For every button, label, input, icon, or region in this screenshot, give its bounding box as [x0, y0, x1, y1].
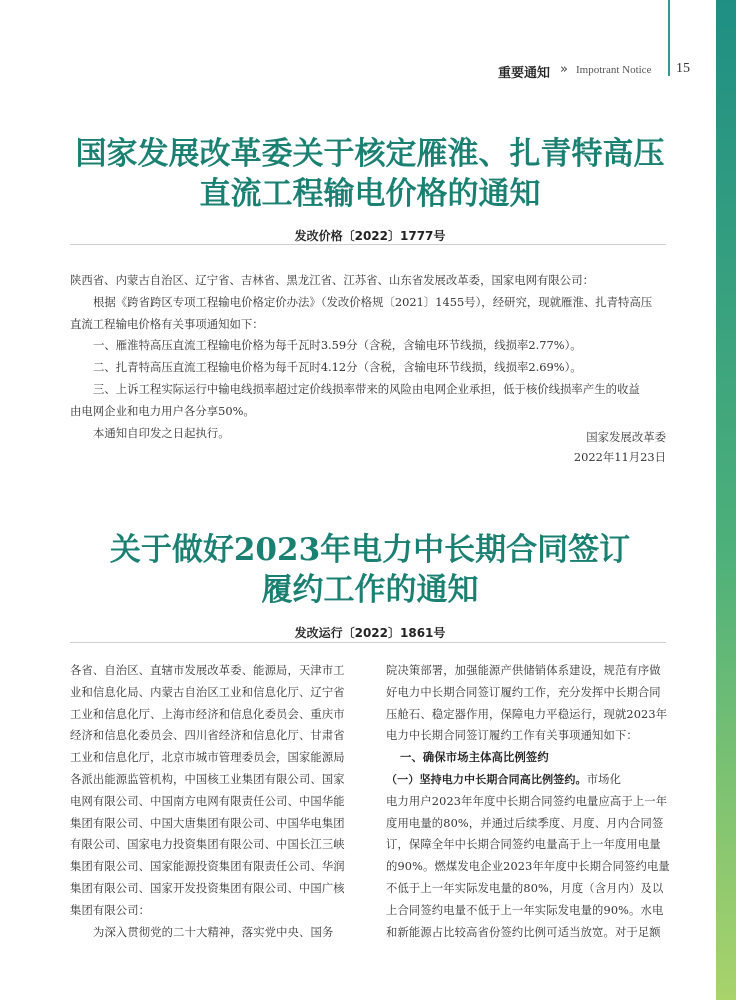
- notice1-doc-number: 发改价格〔2022〕1777号: [294, 229, 446, 243]
- notice2-line: 院决策部署，加强能源产供储销体系建设，规范有序做: [386, 664, 661, 677]
- notice2-title-line1: 关于做好2023年电力中长期合同签订: [109, 532, 631, 568]
- notice1-paragraph: 二、扎青特高压直流工程输电价格为每千瓦时4.12分（含税，含输电环节线损，线损率2.69%）。: [93, 360, 582, 375]
- section-label: 重要通知: [498, 66, 551, 81]
- notice2-left-column: [70, 660, 356, 943]
- notice2-line: 经济和信息化委员会、四川省经济和信息化厅、甘肃省: [70, 729, 345, 743]
- notice2-line: 集团有限公司：: [70, 903, 151, 917]
- notice2-line: 工业和信息化厅，北京市城市管理委员会，国家能源局: [70, 751, 345, 765]
- notice2-line: 电网有限公司、中国南方电网有限责任公司、中国华能: [70, 794, 345, 808]
- notice1-signature-date: 2022年11月23日: [573, 450, 666, 464]
- notice1-paragraph: 一、雁淮特高压直流工程输电价格为每千瓦时3.59分（含税，含输电环节线损，线损率2.77%）。: [93, 338, 582, 353]
- notice1-paragraph: 陕西省、内蒙古自治区、辽宁省、吉林省、黑龙江省、江苏省、山东省发展改革委，国家电网有限公司：: [70, 273, 594, 287]
- notice2-line: 和新能源占比较高省份签约比例可适当放宽。对于足额: [386, 925, 661, 939]
- notice2-title-line2: 履约工作的通知: [261, 572, 479, 608]
- notice2-line: 有限公司、国家电力投资集团有限公司、中国长江三峡: [70, 838, 345, 852]
- notice2-section-heading: 一、确保市场主体高比例签约: [400, 751, 549, 765]
- notice1-body: [70, 270, 670, 444]
- notice2-line: 集团有限公司、国家开发投资集团有限公司、中国广核: [70, 881, 345, 895]
- notice2-title: [40, 530, 700, 610]
- page-number: 15: [676, 61, 690, 76]
- notice2-line: 各派出能源监管机构，中国核工业集团有限公司、国家: [70, 772, 345, 786]
- notice2-line: 的90%。燃煤发电企业2023年年度中长期合同签约电量: [386, 860, 670, 874]
- notice1-title-line2: 直流工程输电价格的通知: [199, 176, 541, 212]
- header-divider-line: [668, 0, 670, 76]
- notice2-line: 压舱石、稳定器作用，保障电力平稳运行，现就2023年: [386, 707, 668, 721]
- notice2-line: 为深入贯彻党的二十大精神，落实党中央、国务: [93, 925, 334, 939]
- notice1-title: [40, 134, 700, 214]
- notice2-line: 度用电量的80%，并通过后续季度、月度、月内合同签: [386, 816, 664, 830]
- notice2-line: 上合同签约电量不低于上一年实际发电量的90%。水电: [386, 903, 664, 917]
- notice1-signature-org: 国家发展改革委: [586, 430, 666, 444]
- notice2-divider: [70, 642, 666, 643]
- notice2-line: 好电力中长期合同签订履约工作，充分发挥中长期合同: [386, 685, 661, 699]
- notice1-paragraph: 三、上诉工程实际运行中输电线损率超过定价线损率带来的风险由电网企业承担，低于核价线损率产生的收益: [93, 381, 640, 396]
- notice2-line: 订，保障全年中长期合同签约电量高于上一年度用电量: [386, 838, 661, 852]
- notice2-line: 不低于上一年实际发电量的80%，月度（含月内）及以: [386, 881, 664, 895]
- notice1-title-line1: 国家发展改革委关于核定雁淮、扎青特高压: [75, 136, 665, 172]
- notice2-subheading: （一）坚持电力中长期合同高比例签约。: [386, 772, 587, 786]
- notice2-line: 各省、自治区、直辖市发展改革委、能源局，天津市工: [70, 664, 345, 677]
- notice2-line: 业和信息化局、内蒙古自治区工业和信息化厅、辽宁省: [70, 685, 345, 699]
- notice2-subheading-line: [386, 769, 672, 791]
- notice1-divider: [70, 244, 666, 245]
- notice1-paragraph: 由电网企业和电力用户各分享50%。: [70, 403, 255, 418]
- notice2-line: 工业和信息化厅、上海市经济和信息化委员会、重庆市: [70, 707, 345, 721]
- notice1-paragraph: 本通知自印发之日起执行。: [93, 425, 230, 440]
- section-label-en: Impotrant Notice: [576, 64, 652, 76]
- double-chevron-icon: »: [560, 62, 568, 77]
- notice2-line: 电力用户2023年年度中长期合同签约电量应高于上一年: [386, 794, 668, 808]
- notice2-line: 电力中长期合同签订履约工作有关事项通知如下：: [386, 729, 638, 743]
- notice2-line: 集团有限公司、中国大唐集团有限公司、中国华电集团: [70, 816, 345, 830]
- notice2-doc-number: 发改运行〔2022〕1861号: [294, 626, 446, 640]
- notice1-paragraph: 根据《跨省跨区专项工程输电价格定价办法》（发改价格规〔2021〕1455号），经研究，现就雁淮、扎青特高压: [93, 294, 653, 309]
- notice2-subheading-tail: 市场化: [586, 772, 622, 786]
- notice2-line: 集团有限公司、国家能源投资集团有限责任公司、华润: [70, 860, 345, 874]
- notice2-right-column: [386, 660, 672, 943]
- page-edge-color-bar: [716, 0, 736, 1000]
- notice1-paragraph: 直流工程输电价格有关事项通知如下：: [70, 316, 264, 331]
